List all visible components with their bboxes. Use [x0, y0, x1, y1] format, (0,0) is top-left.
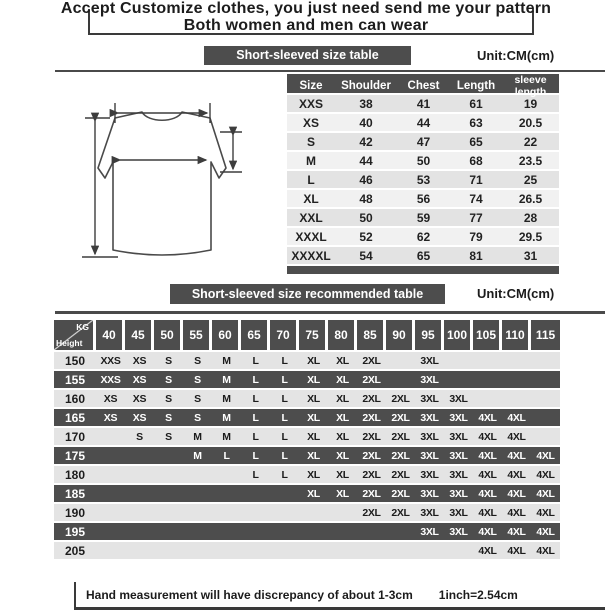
size-value: 56 [416, 191, 431, 206]
size-table-row [287, 114, 559, 131]
recommended-table [54, 320, 560, 559]
recommended-size-cell: 4XL [536, 506, 555, 519]
size-table-row [287, 95, 559, 112]
recommended-size-cell: S [165, 392, 172, 405]
recommended-size-cell: XL [307, 468, 320, 481]
size-table-footer-bar [287, 266, 559, 274]
recommended-size-cell: L [281, 411, 288, 424]
recommended-size-cell: XL [336, 487, 349, 500]
recommended-table-row [54, 428, 560, 445]
recommended-size-cell: 3XL [420, 373, 439, 386]
size-value: 81 [469, 248, 483, 263]
recommended-size-cell: 2XL [362, 430, 381, 443]
recommended-size-cell: M [222, 392, 231, 405]
tshirt-measurement-diagram [30, 78, 285, 273]
recommended-size-cell: L [252, 373, 259, 386]
recommended-table-row [54, 371, 560, 388]
recommended-table-row [54, 485, 560, 502]
recommended-size-cell: 3XL [420, 392, 439, 405]
height-label: 175 [64, 448, 86, 463]
weight-header-cell: 110 [502, 320, 531, 350]
recommended-size-cell: XL [307, 354, 320, 367]
size-table-row [287, 247, 559, 264]
recommended-size-cell: XL [307, 373, 320, 386]
recommended-table-row [54, 504, 560, 521]
size-table-row [287, 171, 559, 188]
size-value: 54 [359, 248, 373, 263]
inch-conversion: 1inch=2.54cm [438, 587, 518, 602]
recommended-size-cell: XS [103, 392, 118, 405]
recommended-size-cell: L [281, 430, 288, 443]
recommended-size-cell: 3XL [449, 449, 468, 462]
size-name: M [306, 153, 316, 168]
height-label: 190 [64, 505, 86, 520]
recommended-size-cell: 2XL [362, 411, 381, 424]
size-value: 50 [416, 153, 431, 168]
recommended-size-cell: XS [132, 354, 147, 367]
size-value: 44 [359, 153, 373, 168]
recommended-size-cell: 3XL [420, 430, 439, 443]
recommended-size-cell: M [222, 430, 231, 443]
recommended-size-cell: XXS [100, 354, 121, 367]
recommended-size-cell: 4XL [536, 468, 555, 481]
recommended-size-cell: M [193, 449, 202, 462]
size-value: 29.5 [518, 229, 543, 244]
recommended-size-cell: XL [336, 411, 349, 424]
recommended-size-cell: 3XL [420, 506, 439, 519]
height-label: 185 [64, 486, 86, 501]
corner-height-label: Height [56, 338, 83, 348]
recommended-table-row [54, 352, 560, 369]
recommended-size-cell: 2XL [391, 449, 410, 462]
weight-header-cell: 65 [241, 320, 270, 350]
recommended-table-row [54, 466, 560, 483]
height-label: 170 [64, 429, 86, 444]
weight-header-cell: 115 [531, 320, 560, 350]
weight-header-cell: 95 [415, 320, 444, 350]
size-value: 19 [523, 96, 538, 111]
recommended-size-cell: 4XL [478, 487, 497, 500]
recommended-size-cell: 3XL [420, 354, 439, 367]
size-value: 48 [359, 191, 373, 206]
size-value: 23.5 [518, 153, 543, 168]
recommended-size-cell: L [252, 430, 259, 443]
recommended-table-row [54, 447, 560, 464]
weight-header-cell: 90 [386, 320, 415, 350]
weight-header-cell: 55 [183, 320, 212, 350]
weight-header-cell: 60 [212, 320, 241, 350]
divider-line-2 [55, 311, 605, 314]
recommended-size-cell: L [281, 449, 288, 462]
recommended-size-cell: 4XL [536, 449, 555, 462]
size-name: S [306, 134, 315, 149]
size-name: XS [302, 115, 319, 130]
weight-header-cell: 75 [299, 320, 328, 350]
recommended-size-cell: L [281, 354, 288, 367]
recommended-size-cell: M [222, 411, 231, 424]
recommended-size-cell: L [252, 392, 259, 405]
weight-header-cell: 50 [154, 320, 183, 350]
recommended-table-row [54, 542, 560, 559]
recommended-size-cell: 2XL [362, 373, 381, 386]
title-line-1: Accept Customize clothes, you just need send me your pattern [60, 0, 552, 17]
recommended-size-cell: 4XL [507, 544, 526, 557]
size-value: 41 [416, 96, 431, 111]
recommended-size-cell: XS [132, 373, 147, 386]
recommended-size-cell: L [252, 354, 259, 367]
height-label: 160 [64, 391, 86, 406]
recommended-size-cell: 3XL [420, 468, 439, 481]
height-label: 150 [64, 353, 86, 368]
recommended-size-cell: L [252, 411, 259, 424]
recommended-size-cell: 4XL [536, 487, 555, 500]
recommended-size-cell: 4XL [507, 430, 526, 443]
size-table-row [287, 209, 559, 226]
recommended-size-cell: 4XL [478, 525, 497, 538]
recommended-size-cell: 4XL [507, 411, 526, 424]
col-sleeve-length: sleeve length [514, 74, 547, 98]
size-table-row [287, 190, 559, 207]
page-title [0, 0, 612, 34]
size-value: 79 [469, 229, 483, 244]
size-table-badge: Short-sleeved size table [204, 46, 411, 65]
size-table-row [287, 133, 559, 150]
recommended-size-cell: 4XL [478, 430, 497, 443]
height-label: 180 [64, 467, 86, 482]
recommended-size-cell: 3XL [449, 411, 468, 424]
size-table-unit-label: Unit:CM(cm) [477, 48, 555, 63]
weight-header-cell: 100 [444, 320, 473, 350]
recommended-size-cell: XS [132, 411, 147, 424]
recommended-size-cell: 2XL [391, 392, 410, 405]
size-value: 65 [469, 134, 483, 149]
size-value: 42 [359, 134, 373, 149]
size-value: 44 [416, 115, 431, 130]
weight-header-cell: 85 [357, 320, 386, 350]
recommended-size-cell: XL [307, 449, 320, 462]
size-value: 62 [416, 229, 431, 244]
recommended-size-cell: M [193, 430, 202, 443]
size-table-row [287, 152, 559, 169]
size-value: 74 [469, 191, 483, 206]
height-label: 205 [64, 543, 86, 558]
recommended-size-cell: 2XL [362, 468, 381, 481]
size-table-header [287, 74, 559, 98]
recommended-table-row [54, 390, 560, 407]
recommended-size-cell: 4XL [478, 506, 497, 519]
recommended-table-badge: Short-sleeved size recommended table [170, 284, 445, 304]
recommended-size-cell: 2XL [391, 468, 410, 481]
size-table [287, 74, 559, 274]
recommended-size-cell: 2XL [391, 506, 410, 519]
recommended-table-row [54, 523, 560, 540]
recommended-size-cell: S [194, 354, 201, 367]
recommended-size-cell: M [222, 373, 231, 386]
corner-cell [54, 320, 96, 350]
recommended-size-cell: XL [307, 392, 320, 405]
size-value: 71 [469, 172, 483, 187]
recommended-size-cell: S [194, 411, 201, 424]
recommended-size-cell: 2XL [391, 411, 410, 424]
recommended-size-cell: L [223, 449, 230, 462]
recommended-size-cell: 4XL [507, 506, 526, 519]
recommended-size-cell: 4XL [478, 449, 497, 462]
recommended-size-cell: 4XL [536, 544, 555, 557]
size-name: XXS [298, 96, 323, 111]
size-value: 61 [469, 96, 483, 111]
recommended-size-cell: 4XL [536, 525, 555, 538]
size-value: 26.5 [518, 191, 543, 206]
size-value: 40 [359, 115, 373, 130]
size-value: 50 [359, 210, 373, 225]
col-chest: Chest [407, 80, 440, 92]
recommended-size-cell: 3XL [420, 411, 439, 424]
size-value: 22 [523, 134, 538, 149]
height-label: 165 [64, 410, 86, 425]
size-value: 28 [523, 210, 538, 225]
recommended-size-cell: 4XL [478, 468, 497, 481]
height-label: 155 [64, 372, 86, 387]
recommended-size-cell: 2XL [362, 506, 381, 519]
recommended-size-cell: 4XL [507, 468, 526, 481]
weight-header-cell: 45 [125, 320, 154, 350]
size-value: 46 [359, 172, 373, 187]
recommended-size-cell: XL [336, 468, 349, 481]
size-value: 68 [469, 153, 483, 168]
recommended-size-cell: 3XL [449, 430, 468, 443]
recommended-table-body [54, 352, 560, 559]
recommended-size-cell: 2XL [391, 487, 410, 500]
size-value: 53 [416, 172, 431, 187]
recommended-size-cell: 3XL [420, 449, 439, 462]
weight-header-cell: 70 [270, 320, 299, 350]
size-value: 31 [523, 248, 538, 263]
col-length: Length [456, 80, 496, 92]
recommended-size-cell: 3XL [420, 525, 439, 538]
recommended-size-cell: XL [336, 449, 349, 462]
recommended-size-cell: 3XL [449, 392, 468, 405]
recommended-size-cell: 2XL [362, 487, 381, 500]
recommended-size-cell: XL [307, 411, 320, 424]
recommended-size-cell: L [252, 468, 259, 481]
size-value: 52 [359, 229, 373, 244]
recommended-size-cell: XL [336, 354, 349, 367]
col-shoulder: Shoulder [341, 80, 391, 92]
recommended-table-header [54, 320, 560, 350]
recommended-size-cell: 3XL [449, 487, 468, 500]
title-line-2: Both women and men can wear [183, 17, 429, 34]
size-value: 38 [359, 96, 373, 111]
col-size: Size [299, 80, 323, 92]
recommended-size-cell: XL [336, 373, 349, 386]
recommended-size-cell: 2XL [391, 430, 410, 443]
recommended-size-cell: M [222, 354, 231, 367]
recommended-size-cell: 3XL [449, 506, 468, 519]
size-name: XXL [299, 210, 323, 225]
recommended-size-cell: S [194, 373, 201, 386]
weight-header-cell: 105 [473, 320, 502, 350]
recommended-size-cell: 4XL [478, 544, 497, 557]
recommended-size-cell: 4XL [507, 449, 526, 462]
size-table-body [287, 95, 559, 264]
recommended-size-cell: L [281, 468, 288, 481]
recommended-size-cell: S [165, 430, 172, 443]
weight-header-cell: 40 [96, 320, 125, 350]
recommended-size-cell: XL [307, 430, 320, 443]
recommended-size-cell: XL [307, 487, 320, 500]
recommended-size-cell: 2XL [362, 392, 381, 405]
recommended-size-cell: S [165, 354, 172, 367]
recommended-size-cell: 4XL [478, 411, 497, 424]
size-value: 63 [469, 115, 483, 130]
recommended-size-cell: L [281, 373, 288, 386]
recommended-size-cell: S [165, 373, 172, 386]
recommended-table-row [54, 409, 560, 426]
weight-header-cell: 80 [328, 320, 357, 350]
recommended-size-cell: XS [103, 411, 118, 424]
corner-kg-label: KG [76, 322, 89, 332]
height-label: 195 [64, 524, 86, 539]
recommended-size-cell: S [165, 411, 172, 424]
divider-line-1 [55, 70, 605, 72]
recommended-size-cell: 4XL [507, 487, 526, 500]
recommended-size-cell: 3XL [449, 525, 468, 538]
tshirt-outline [98, 112, 226, 255]
recommended-size-cell: 3XL [420, 487, 439, 500]
recommended-table-unit-label: Unit:CM(cm) [477, 286, 555, 301]
recommended-size-cell: S [194, 392, 201, 405]
size-value: 59 [416, 210, 431, 225]
size-name: XL [303, 191, 319, 206]
size-name: L [307, 172, 315, 187]
measurement-note: Hand measurement will have discrepancy of about 1-3cm [86, 587, 413, 602]
size-name: XXXXL [291, 248, 331, 263]
recommended-size-cell: 3XL [449, 468, 468, 481]
recommended-size-cell: XL [336, 430, 349, 443]
recommended-size-cell: 2XL [362, 354, 381, 367]
recommended-size-cell: 2XL [362, 449, 381, 462]
recommended-size-cell: L [252, 449, 259, 462]
recommended-size-cell: XXS [100, 373, 121, 386]
size-value: 65 [416, 248, 431, 263]
recommended-size-cell: S [136, 430, 143, 443]
recommended-size-cell: XS [132, 392, 147, 405]
size-value: 77 [469, 210, 483, 225]
footer-note-box [74, 582, 605, 610]
size-name: XXXL [295, 229, 327, 244]
size-table-row [287, 228, 559, 245]
size-value: 20.5 [518, 115, 543, 130]
size-value: 25 [523, 172, 538, 187]
recommended-size-cell: L [281, 392, 288, 405]
recommended-size-cell: XL [336, 392, 349, 405]
recommended-size-cell: 4XL [507, 525, 526, 538]
size-value: 47 [416, 134, 431, 149]
